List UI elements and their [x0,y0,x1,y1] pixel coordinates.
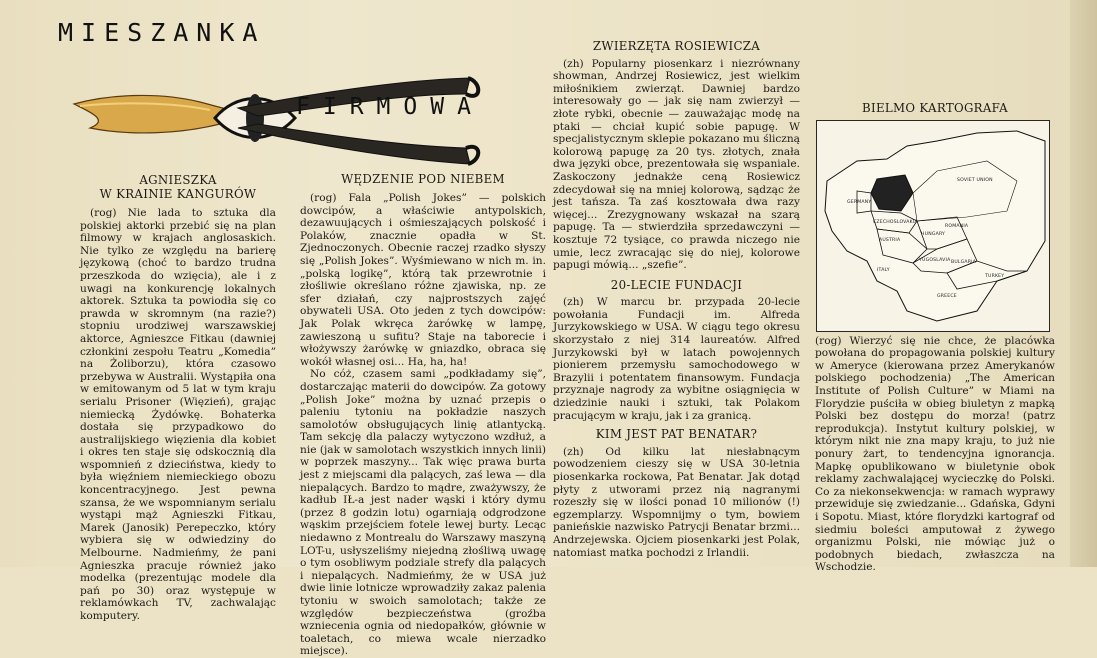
section-subtitle: FIRMOWA [296,94,484,120]
map-label: HUNGARY [921,232,946,237]
article-title-wedzenie: WĘDZENIE POD NIEBEM [341,172,505,186]
article-title-kim: KIM JEST PAT BENATAR? [595,427,758,442]
article-paragraph: No cóż, czasem sami „podkładamy się”, dostarczając materii do dowcipów. Za gotowy „Polish Joke” można by uznać przepis o paleniu tytoniu na pokładzie naszych samolotów obsługujących linię atlantycką. Tam sekcję dla palaczy wytyczono wzdłuż, a nie (jak w samolotach wszystkich innych linii) w poprzek maszyny... Tak więc prawa burta jest z miejscami dla palących, zaś lewa — dla niepalących. Bardzo to mądre, zważywszy, że kadłub IŁ-a jest nader wąski i który dymu (przez 8 godzin lotu) ogarniają odgrodzone wąskim przejściem fotele lewej burty. Lecąc niedawno z Montrealu do Warszawy maszyną LOT-u, usłyszeliśmy niejedną złośliwą uwagę o tym osobliwym podziale strefy dla palących i niepalących. Nadmieńmy, że w USA już dwie linie lotnicze wprowadziły zakaz palenia tytoniu w swoich samolotach; także ze względów bezpieczeństwa (groźba wzniecenia ognia od niedopałków, głównie w toaletach, co miewa wcale nierzadko miejsce). [300,368,546,658]
article-paragraph: (rog) Wierzyć się nie chce, że placówka powołana do propagowania polskiej kultury w Ameryce (kierowana przez Amerykanów polskiego pochodzenia) „The American Institute of Polish Culture” w Miami na Florydzie puściła w obieg biuletyn z mapką Polski bez dostępu do morza! (patrz reprodukcja). Instytut kultury polskiej, w którym nikt nie zna mapy kraju, to już nie ponury żart, to tendencyjna ignorancja. Mapkę opublikowano w biuletynie obok reklamy zachwalającej wycieczkę do Polski. Co za niekonsekwencja: w ramach wyprawy przewiduje się zwiedzanie... Gdańska, Gdyni i Sopotu. Miast, które florydzki kartograf od siedmiu boleści amputował z żywego organizmu Polski, nie mówiąc już o podobnych biedach, zwłaszcza na Wschodzie. [815,334,1055,574]
map-label: GERMANY [847,200,872,205]
column-three [553,36,800,559]
article-title-zwierzeta: ZWIERZĘTA ROSIEWICZA [592,39,761,53]
map-label: CZECHOSLOVAKIA [873,220,918,225]
map-label: SOVIET UNION [957,178,993,183]
title-line-2: W KRAINIE KANGURÓW [99,187,257,201]
article-paragraph: (rog) Fala „Polish Jokes” — polskich dowcipów, a właściwie antypolskich, dezawuujących i ośmieszających polskość i Polaków, znacznie opadła w St. Zjednoczonych. Obecnie raczej rzadko słyszy się „Polish Jokes”. Wyśmiewano w nich m. in. „polską logikę”, którą tak przewrotnie i złośliwie określano różne zjawiska, np. ze sfer działań, czy najprostszych zajęć obywateli USA. Oto jeden z tych dowcipów: Jak Polak wkręca żarówkę w lampę, zawieszoną u sufitu? Staje na taborecie i włożywszy żarówkę w gniazdko, obraca się wokół własnej osi... Ha, ha, ha! [300,192,546,368]
map-label: TURKEY [985,274,1005,279]
article-title-bielmo: BIELMO KARTOGRAFA [862,101,1008,115]
title-line-1: AGNIESZKA [139,173,217,187]
article-paragraph: (zh) W marcu br. przypada 20-lecie powołania Fundacji im. Alfreda Jurzykowskiego w USA. W ciągu tego okresu skorzystało z niej 314 laureatów. Alfred Jurzykowski był w latach powojennych pionierem przemysłu samochodowego w Brazylii i potentatem finansowym. Fundacja przyznaje nagrody za wybitne osiągnięcia w dziedzinie nauki i sztuki, tak Polakom pracującym w kraju, jak i za granicą. [553,296,800,422]
pliers-eye-illustration [70,72,510,172]
article-title-agnieszka [80,173,276,201]
map-label: GREECE [937,294,957,299]
article-title-lecie: 20-LECIE FUNDACJI [610,277,743,292]
page-gutter [1070,0,1097,567]
section-title: MIESZANKA [58,18,266,47]
article-paragraph: (rog) Nie lada to sztuka dla polskiej aktorki przebić się na plan filmowy w krajach anglosaskich. Nie tylko ze względu na barierę językową (choć to bardzo trudna przeszkoda do wzięcia), ale i z uwagi na konkurencję lokalnych aktorek. Sztuka ta powiodła się co prawda w skromnym (na razie?) stopniu urodziwej warszawskiej aktorce, Agnieszce Fitkau (dawniej członkini zespołu Teatru „Komedia” na Żoliborzu), która czasowo przebywa w Australii. Wystąpiła ona w emitowanym od 5 lat w tym kraju serialu Prisoner (Więzień), grając niemiecką Żydówkę. Bohaterka dostała się przypadkowo do australijskiego więzienia dla kobiet i okres ten staje się odskocznią dla wspomnień z dzieciństwa, kiedy to była więźniem niemieckiego obozu koncentracyjnego. Jest pewna szansa, że we wspomnianym serialu wystąpi mąż Agnieszki Fitkau, Marek (Janosik) Perepeczko, który wybiera się w odwiedziny do Melbourne. Nadmieńmy, że pani Agnieszka pracuje również jako modelka (prezentując modele dla pań po 30) oraz występuje w reklamówkach TV, zachwalając komputery. [80,207,276,622]
article-agnieszka [80,207,276,623]
map-label: YUGOSLAVIA [919,258,951,263]
map-reproduction [816,120,1050,332]
article-paragraph: (zh) Od kilku lat niesłabnącym powodzeniem cieszy się w USA 30-letnia piosenkarka rockowa, Pat Benatar. Jak dotąd płyty z utworami przez nią nagranymi rozeszły się w ilości ponad 10 milionów (!) egzemplarzy. Wspomnijmy o tym, bowiem panieńskie nazwisko Patrycji Benatar brzmi... Andrzejewska. Ojciem piosenkarki jest Polak, natomiast matka pochodzi z Irlandii. [553,445,800,559]
article-paragraph: (zh) Popularny piosenkarz i niezrównany showman, Andrzej Rosiewicz, jest wielkim miłośnikiem zwierząt. Dawniej bardzo interesowały go — jak się nam zwierzył — złote rybki, obecnie — zauważając modę na ptaki — chciał kupić sobie papugę. W specjalistycznym sklepie pokazano mu śliczną kolorową papugę za 20 tys. złotych, znała dwa języki obce, prezentowała się wspaniale. Zaskoczony jednakże ceną Rosiewicz zdecydował się na mniej kolorową, sądząc że jest tańsza. Ta zaś kosztowała dwa razy więcej... Zrezygnowany wskazał na szarą papugę. Ta — stwierdziła sprzedawczyni — kosztuje 72 tysiące, co prawda niczego nie umie, lecz zwracając się do niej, kolorowe papugi mówią... „szefie”. [553,57,800,272]
article-wedzenie [300,192,546,658]
map-label: ROMANIA [945,224,969,229]
map-label: ITALY [877,268,890,273]
map-label: POLAND [881,202,902,207]
map-label: AUSTRIA [879,238,901,243]
map-label: BULGARIA [951,260,977,265]
